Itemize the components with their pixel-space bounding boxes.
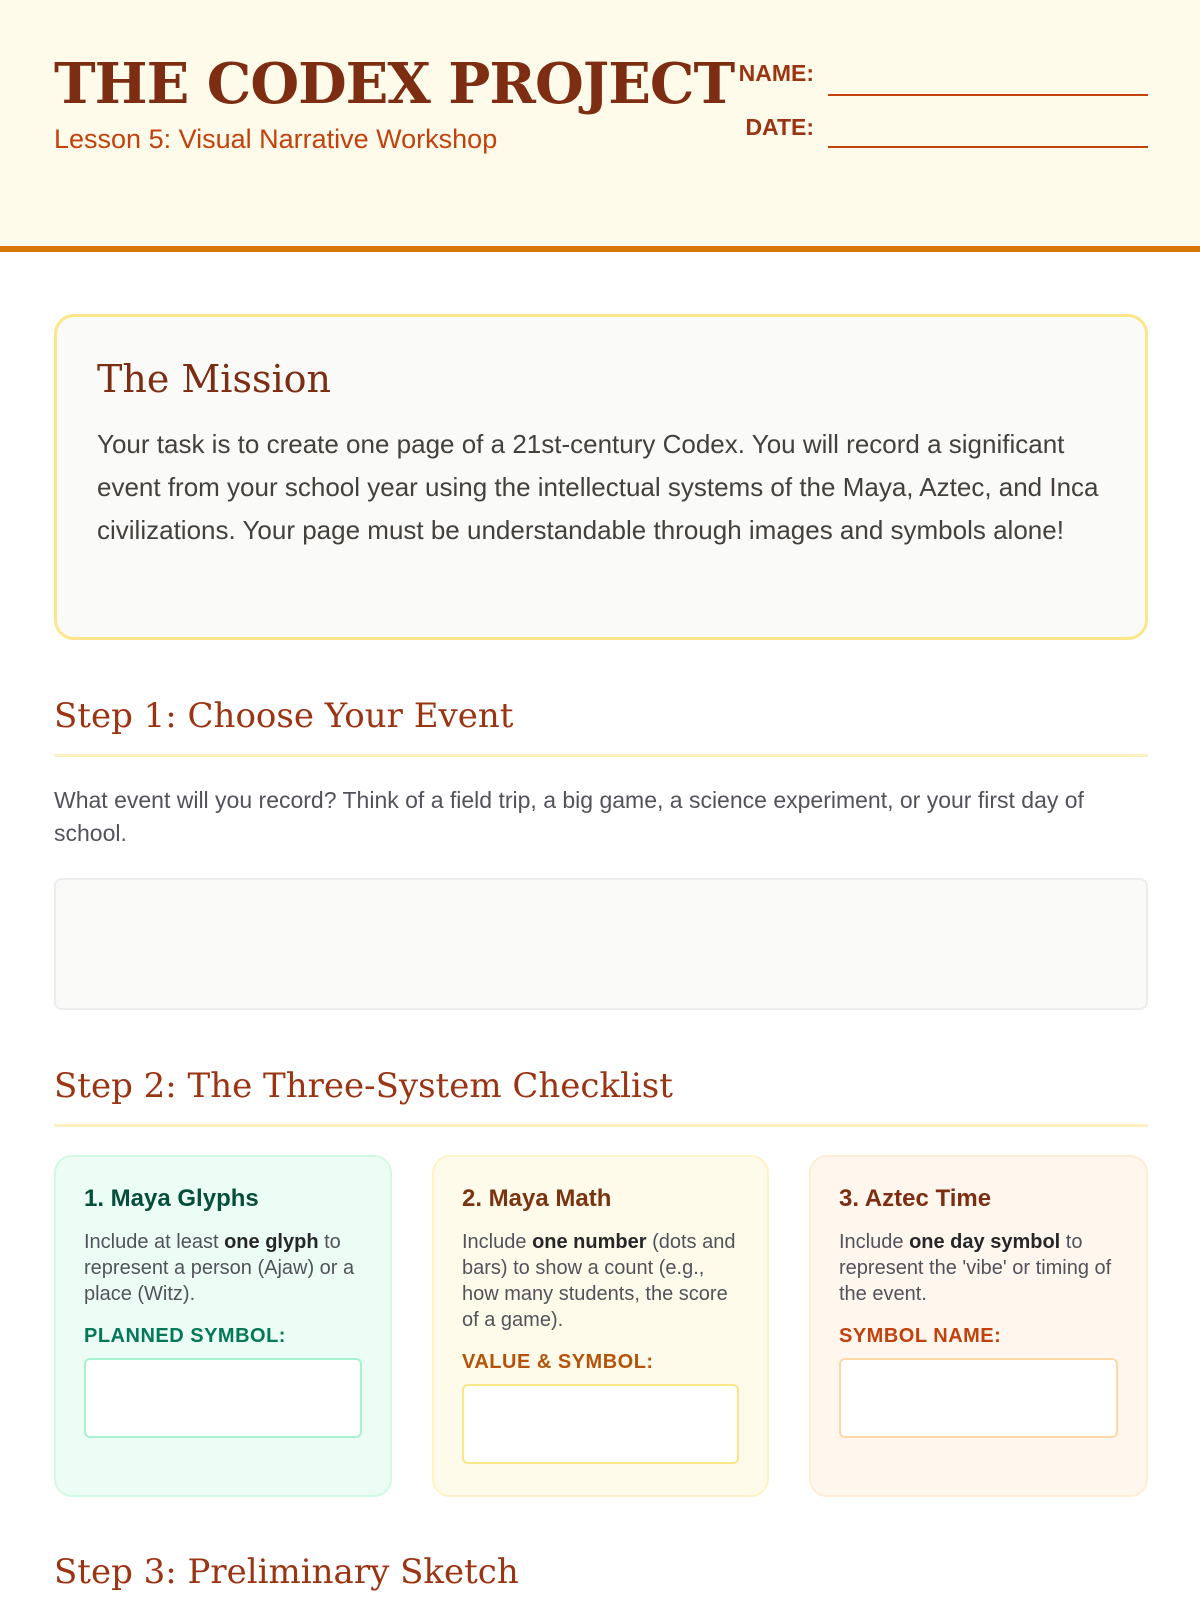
event-answer-box[interactable] [54,878,1148,1010]
worksheet-header [0,0,1200,252]
maya-glyphs-card [54,1155,392,1497]
step3-title: Step 3: Preliminary Sketch [54,1552,519,1592]
card-title: 2. Maya Math [462,1185,612,1212]
page-title: THE CODEX PROJECT [54,51,735,117]
card-instructions: Include one day symbol to represent the 'vibe' or timing of the event. [839,1231,1112,1305]
name-field[interactable] [828,68,1148,96]
card-title: 3. Aztec Time [839,1185,992,1212]
card-instructions: Include one number (dots and bars) to show a count (e.g., how many students, the score of a game). [462,1231,736,1331]
card-instructions: Include at least one glyph to represent a person (Ajaw) or a place (Witz). [84,1231,355,1305]
symbol-name-label: SYMBOL NAME: [839,1325,1002,1347]
step1-title: Step 1: Choose Your Event [54,696,514,736]
step2-divider [54,1124,1148,1127]
name-label: NAME: [738,60,814,86]
card-title: 1. Maya Glyphs [84,1185,259,1212]
value-symbol-input[interactable] [462,1384,739,1464]
mission-heading: The Mission [97,357,331,401]
symbol-name-input[interactable] [839,1358,1118,1438]
lesson-subtitle: Lesson 5: Visual Narrative Workshop [54,124,498,154]
maya-math-card [432,1155,769,1497]
step1-description: What event will you record? Think of a field trip, a big game, a science experiment, or your first day of school. [54,787,1084,846]
step1-divider [54,754,1148,757]
aztec-time-card [809,1155,1148,1497]
date-label: DATE: [745,114,814,140]
planned-symbol-input[interactable] [84,1358,362,1438]
step2-title: Step 2: The Three-System Checklist [54,1066,673,1106]
planned-symbol-label: PLANNED SYMBOL: [84,1325,286,1347]
mission-text: Your task is to create one page of a 21st-century Codex. You will record a significant event from your school year using the intellectual systems of the Maya, Aztec, and Inca civilizations. Your page must be understandable through images and symbols alone! [97,429,1099,545]
date-field[interactable] [828,120,1148,148]
mission-box [54,314,1148,640]
value-symbol-label: VALUE & SYMBOL: [462,1351,654,1373]
